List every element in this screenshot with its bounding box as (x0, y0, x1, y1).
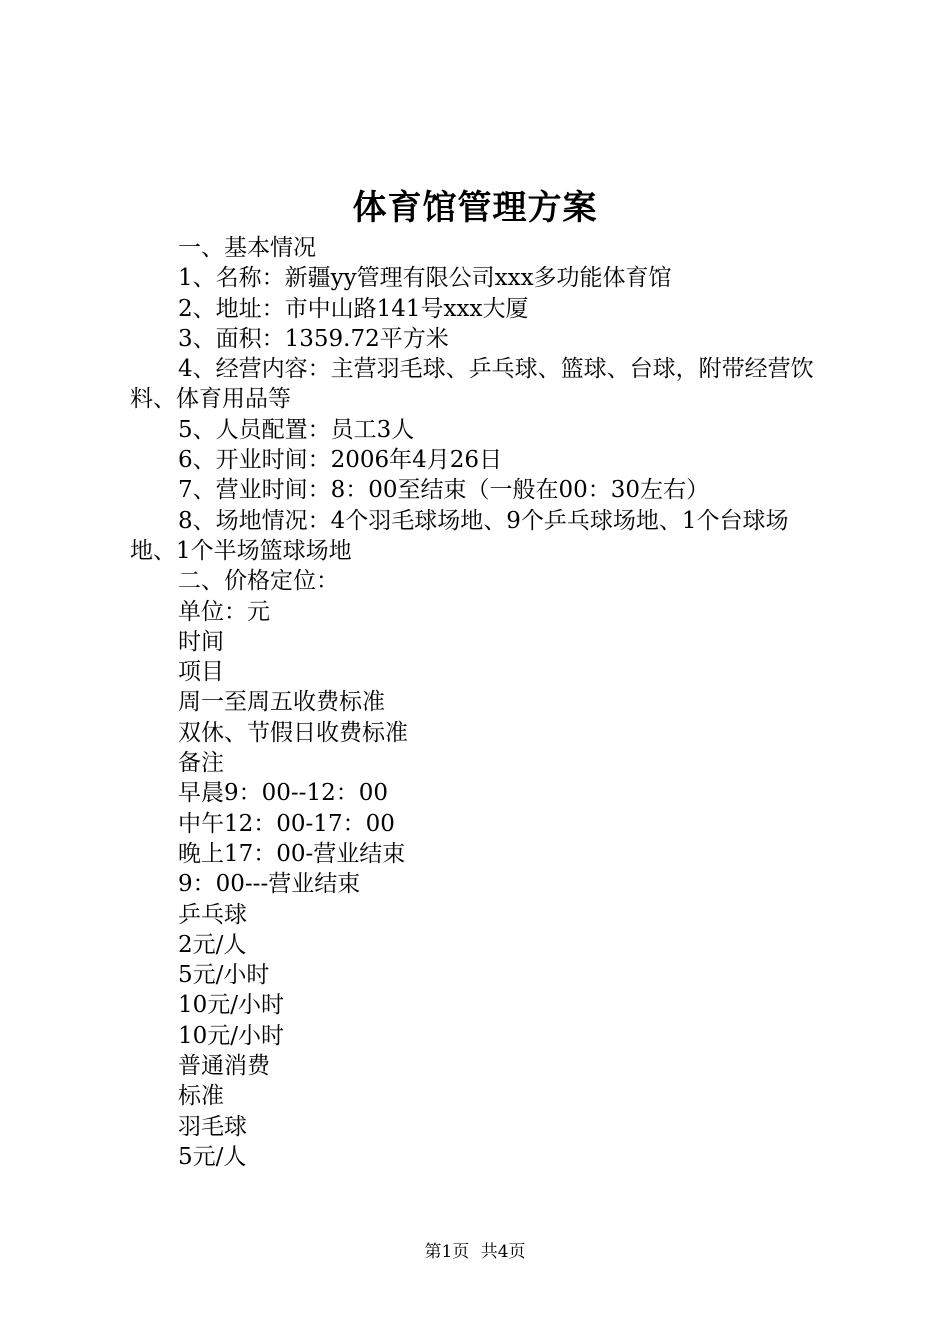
paragraph: 晚上17：00-营业结束 (178, 840, 406, 867)
paragraph: 2元/人 (178, 931, 247, 958)
paragraph: 10元/小时 (178, 992, 285, 1019)
paragraph: 2、地址：市中山路141号xxx大厦 (178, 295, 529, 322)
paragraph: 一、基本情况 (178, 235, 316, 261)
document-body (130, 233, 832, 1172)
paragraph: 时间 (178, 628, 224, 655)
page-number-total: 共4页 (480, 1242, 526, 1262)
document-title: 体育馆管理方案 (352, 188, 598, 228)
paragraph: 9：00---营业结束 (178, 871, 361, 898)
paragraph: 7、营业时间：8：00至结束（一般在00：30左右） (178, 477, 710, 504)
paragraph: 3、面积：1359.72平方米 (178, 325, 449, 352)
paragraph: 二、价格定位： (178, 568, 339, 595)
paragraph: 5元/人 (178, 1143, 247, 1170)
paragraph: 羽毛球 (178, 1113, 247, 1140)
paragraph: 1、名称：新疆yy管理有限公司xxx多功能体育馆 (178, 265, 672, 292)
page-number-current: 第1页 (424, 1242, 470, 1262)
paragraph: 普通消费 (178, 1053, 270, 1080)
paragraph: 中午12：00-17：00 (178, 810, 395, 837)
paragraph: 早晨9：00--12：00 (178, 780, 388, 807)
paragraph: 10元/小时 (178, 1022, 285, 1049)
paragraph: 周一至周五收费标准 (178, 689, 385, 716)
paragraph: 单位：元 (178, 598, 270, 625)
paragraph: 备注 (178, 750, 224, 777)
paragraph: 项目 (178, 659, 224, 686)
paragraph: 6、开业时间：2006年4月26日 (178, 447, 503, 474)
paragraph: 5、人员配置：员工3人 (178, 416, 415, 443)
page-footer (0, 1240, 950, 1264)
paragraph: 8、场地情况：4个羽毛球场地、9个乒乓球场地、1个台球场地、1个半场篮球场地 (130, 507, 789, 564)
paragraph: 乒乓球 (178, 901, 247, 928)
paragraph: 5元/小时 (178, 962, 270, 989)
paragraph: 双休、节假日收费标准 (178, 719, 408, 746)
paragraph: 4、经营内容：主营羽毛球、乒乓球、篮球、台球，附带经营饮料、体育用品等 (130, 356, 814, 413)
paragraph: 标准 (178, 1083, 224, 1110)
